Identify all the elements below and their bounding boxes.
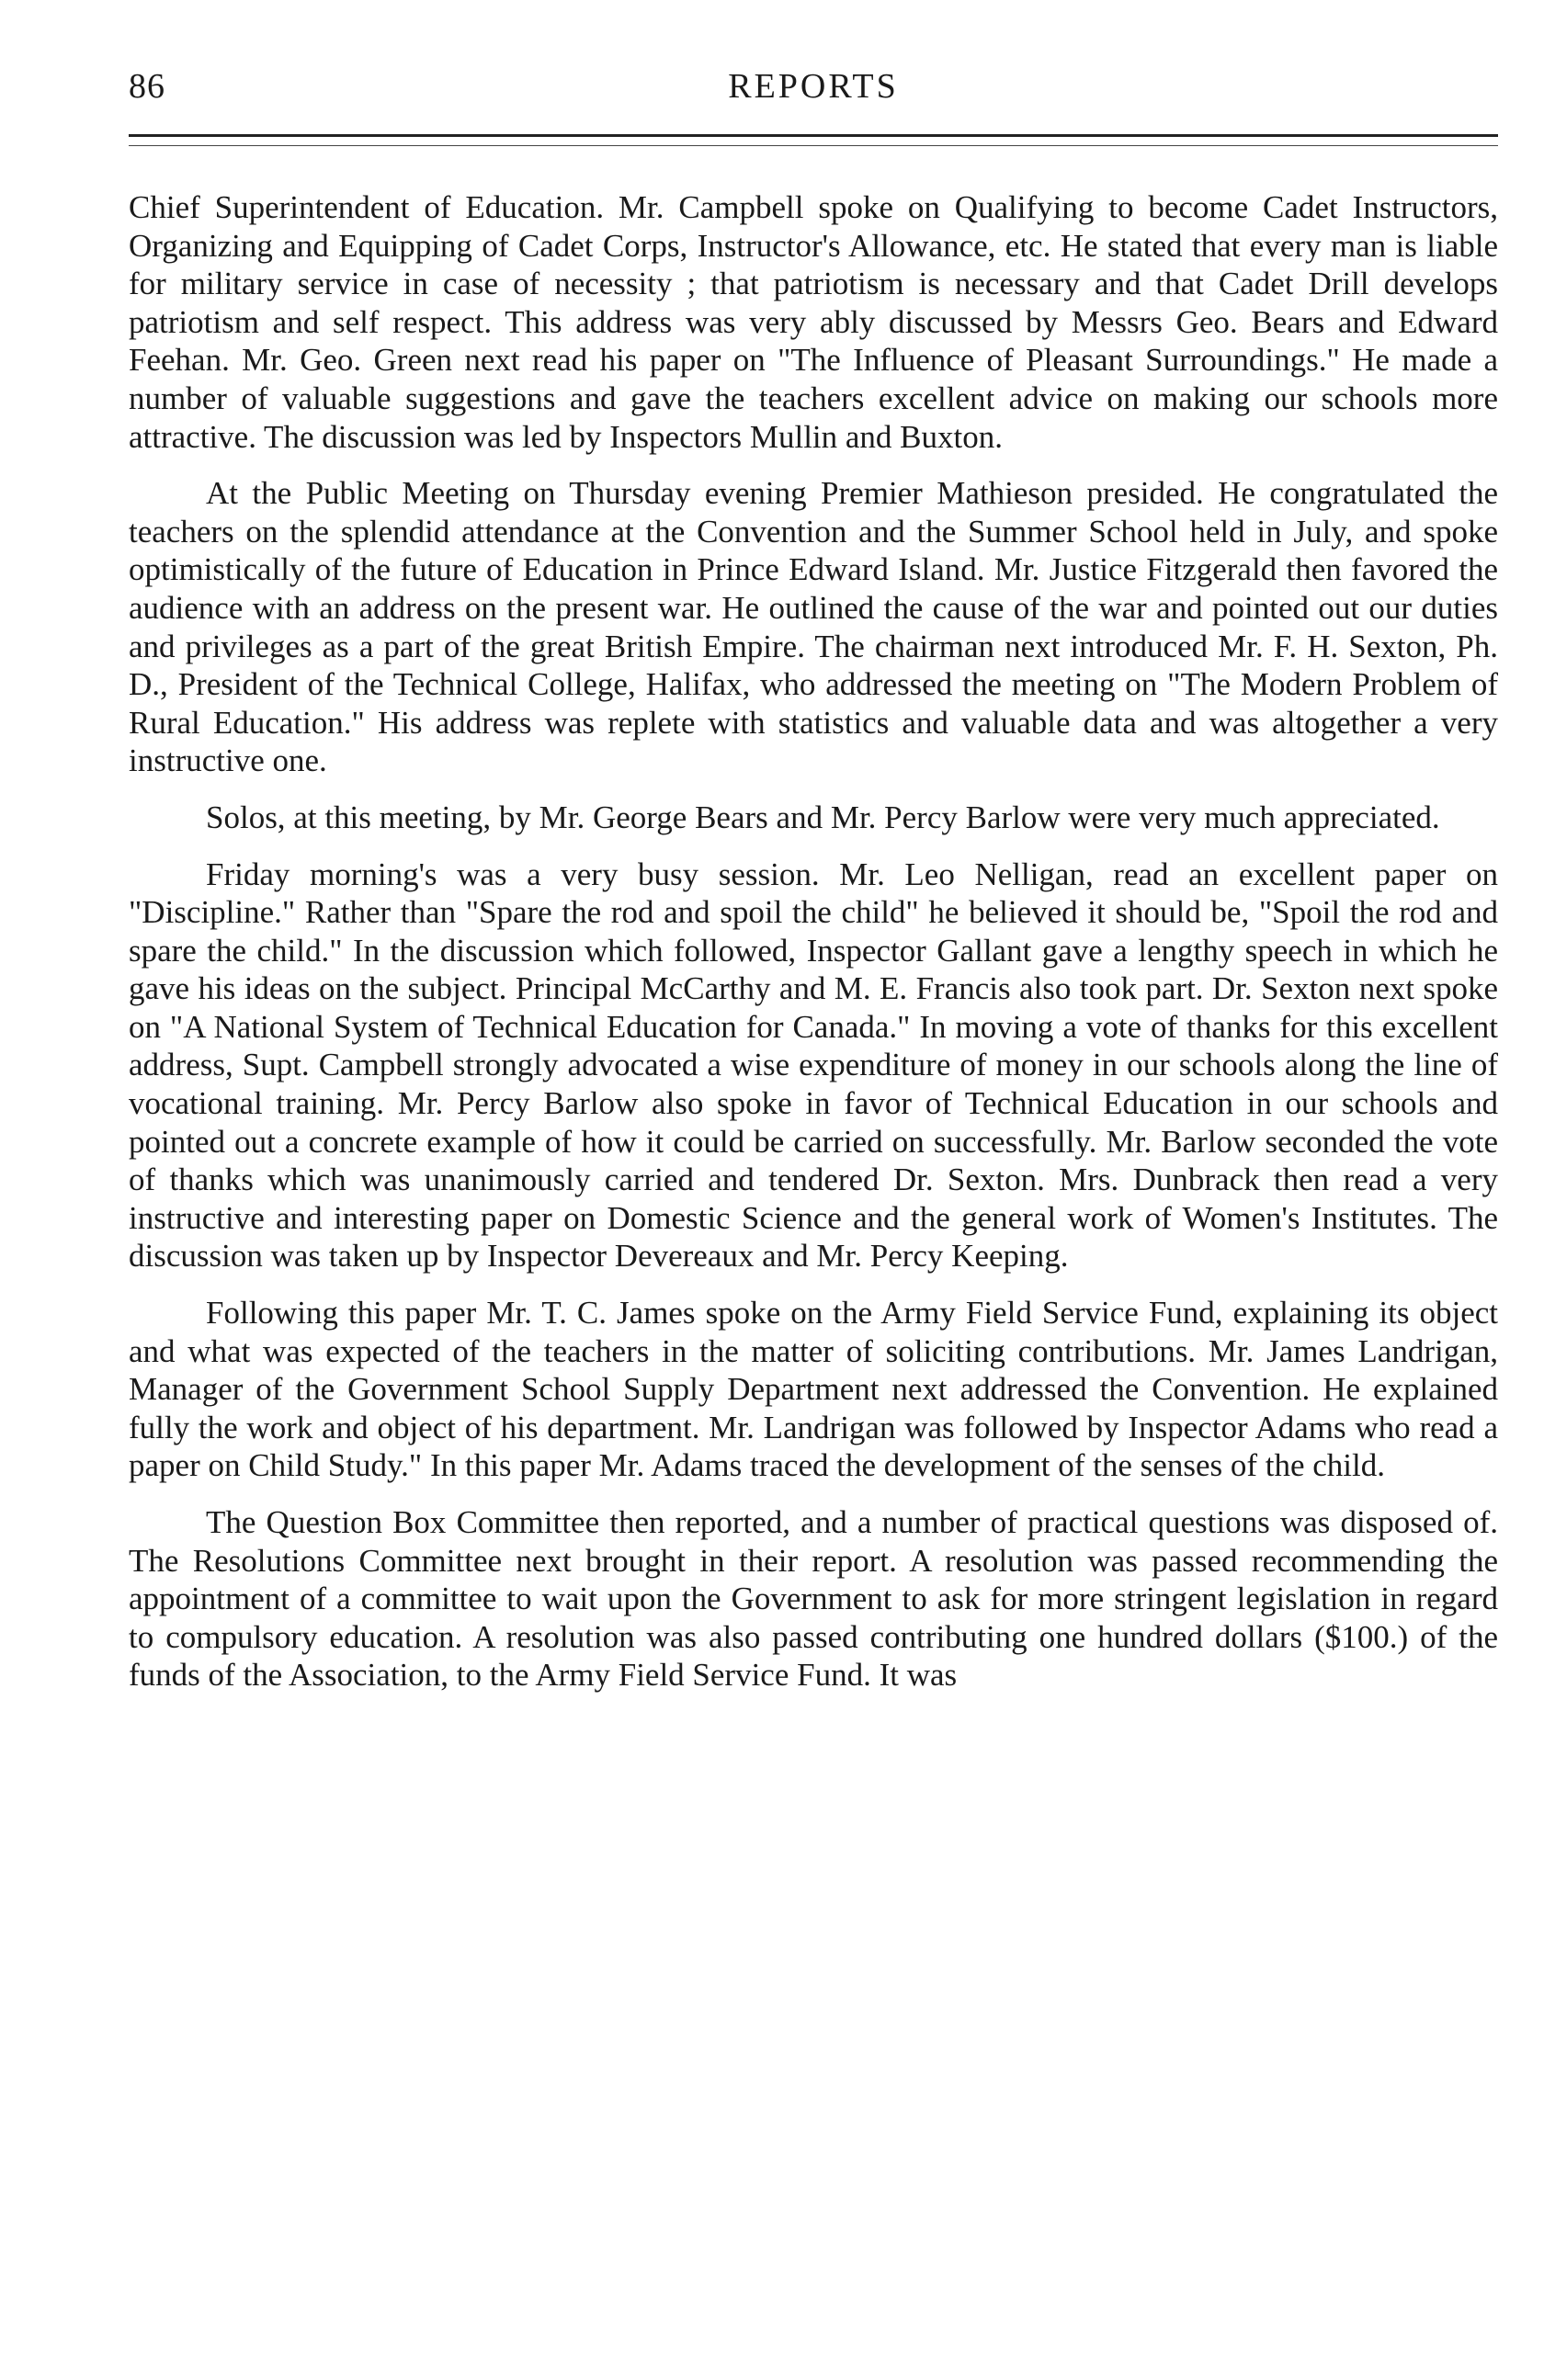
page-number: 86 <box>129 67 165 106</box>
paragraph-4: Friday morning's was a very busy session. Mr. Leo Nelligan, read an excellent paper on "Discipline." Rather than "Spare the rod and spoil the child" he believed it should be, "Spoil the rod and spare the child." In the discussion which followed, Inspector Gallant gave a lengthy speech in which he gave his ideas on the subject. Principal McCarthy and M. E. Francis also took part. Dr. Sexton next spoke on "A National System of Technical Education for Canada." In moving a vote of thanks for this excellent address, Supt. Campbell strongly advocated a wise expenditure of money in our schools along the line of vocational training. Mr. Percy Barlow also spoke in favor of Technical Education in our schools and pointed out a concrete example of how it could be carried on successfully. Mr. Barlow seconded the vote of thanks which was unanimously carried and tendered Dr. Sexton. Mrs. Dunbrack then read a very instructive and interesting paper on Domestic Science and the general work of Women's Institutes. The discussion was taken up by Inspector Devereaux and Mr. Percy Keeping. <box>129 856 1498 1275</box>
page-header <box>129 66 1498 121</box>
paragraph-1: Chief Superintendent of Education. Mr. Campbell spoke on Qualifying to become Cadet Instructors, Organizing and Equipping of Cadet Corps, Instructor's Allowance, etc. He stated that every man is liable for military service in case of necessity ; that patriotism is necessary and that Cadet Drill develops patriotism and self respect. This address was very ably discussed by Messrs Geo. Bears and Edward Feehan. Mr. Geo. Green next read his paper on "The Influence of Pleasant Surroundings." He made a number of valuable suggestions and gave the teachers excellent advice on making our schools more attractive. The discussion was led by Inspectors Mullin and Buxton. <box>129 189 1498 455</box>
paragraph-3: Solos, at this meeting, by Mr. George Bears and Mr. Percy Barlow were very much appreciated. <box>206 799 1440 835</box>
paragraph-6: The Question Box Committee then reported, and a number of practical questions was disposed of. The Resolutions Committee next brought in their report. A resolution was passed recommending the appointment of a committee to wait upon the Government to ask for more stringent legislation in regard to compulsory education. A resolution was also passed contributing one hundred dollars ($100.) of the funds of the Association, to the Army Field Service Fund. It was <box>129 1504 1498 1694</box>
paragraph-5: Following this paper Mr. T. C. James spoke on the Army Field Service Fund, explaining its object and what was expected of the teachers in the matter of soliciting contributions. Mr. James Landrigan, Manager of the Government School Supply Department next addressed the Convention. He explained fully the work and object of his department. Mr. Landrigan was followed by Inspector Adams who read a paper on Child Study." In this paper Mr. Adams traced the development of the senses of the child. <box>129 1295 1498 1484</box>
header-rule-thick <box>129 134 1498 137</box>
body-text <box>129 188 1498 1713</box>
paragraph-2: At the Public Meeting on Thursday evening Premier Mathieson presided. He congratulated the teachers on the splendid attendance at the Convention and the Summer School held in July, and spoke optimistically of the future of Education in Prince Edward Island. Mr. Justice Fitzgerald then favored the audience with an address on the present war. He outlined the cause of the war and pointed out our duties and privileges as a part of the great British Empire. The chairman next introduced Mr. F. H. Sexton, Ph. D., President of the Technical College, Halifax, who addressed the meeting on "The Modern Problem of Rural Education." His address was replete with statistics and valuable data and was altogether a very instructive one. <box>129 475 1498 779</box>
header-rule-thin <box>129 145 1498 146</box>
running-head: REPORTS <box>728 67 899 106</box>
